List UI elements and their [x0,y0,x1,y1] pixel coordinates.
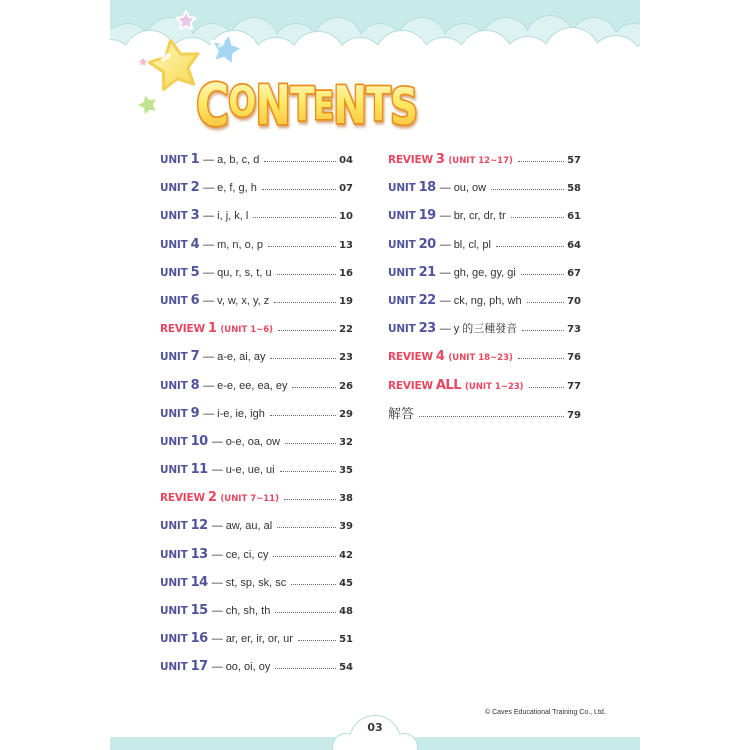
entry-page-number: 64 [567,239,581,251]
entry-label-number: ALL [435,377,461,393]
dot-leader [291,584,336,585]
entry-label-keyword: UNIT [160,576,188,589]
entry-unit-range: (UNIT 7~11) [220,494,279,505]
entry-unit-range: (UNIT 1~23) [465,381,524,392]
entry-page-number: 48 [339,606,353,617]
toc-entry-review-3 [388,146,581,174]
dot-leader [270,358,336,359]
title-letter: N [333,75,367,136]
toc-entry-unit-19 [388,202,581,230]
toc-entry-review-2 [160,484,353,512]
entry-label-keyword: UNIT [388,266,416,279]
dot-leader [511,217,564,218]
dot-leader [277,274,337,275]
entry-label-keyword: UNIT [160,294,188,307]
entry-topic: aw, au, al [225,520,273,533]
dot-leader [518,161,564,162]
entry-label-keyword: UNIT [388,323,416,336]
toc-entry-unit-20 [388,231,581,259]
entry-label-keyword: UNIT [160,605,188,617]
dot-leader [268,246,336,247]
dot-leader [278,330,336,331]
entry-label-number: 3 [435,152,445,167]
toc-right-column [388,146,581,428]
toc-entry-unit-17 [160,653,353,681]
entry-topic: o-e, oa, ow [225,435,281,448]
entry-topic: a-e, ai, ay [217,351,266,364]
entry-topic: v, w, x, y, z [217,294,270,307]
dot-leader [273,556,336,557]
entry-topic: ou, ow [453,182,487,195]
entry-label-number: 1 [190,152,200,167]
entry-label-number: 5 [190,264,200,280]
toc-entry-unit-2 [160,174,353,202]
entry-label-number: 7 [190,349,200,365]
page-title [196,73,417,140]
entry-dash: — [203,266,215,279]
entry-topic: oo, oi, oy [225,661,271,674]
entry-label-keyword: UNIT [160,520,188,533]
entry-topic: ch, sh, th [225,605,271,617]
entry-page-number: 29 [339,408,353,420]
toc-entry-unit-13 [160,541,353,569]
dot-leader [518,358,564,359]
entry-page-number: 26 [339,380,353,392]
toc-entry-unit-7 [160,343,353,371]
toc-entry-unit-14 [160,569,353,597]
dot-leader [277,527,336,528]
title-letter: C [196,72,229,140]
toc-entry-answers [388,400,581,428]
entry-label-number: 9 [190,405,200,421]
entry-dash: — [211,435,223,448]
entry-page-number: 38 [339,493,353,505]
entry-label-number: 6 [190,292,200,308]
entry-dash: — [439,182,451,195]
entry-label-number: 13 [190,546,208,562]
entry-page-number: 76 [567,352,581,364]
entry-topic: y 的三種發音 [453,323,518,336]
entry-dash: — [203,379,215,392]
entry-page-number: 61 [567,211,581,223]
entry-topic: e-e, ee, ea, ey [217,379,288,392]
entry-label-keyword: REVIEW [388,154,433,166]
entry-label-keyword: UNIT [160,661,188,674]
entry-dash: — [439,266,451,279]
entry-label-number: 10 [190,433,208,449]
entry-label-number: 1 [207,321,217,337]
toc-entry-review-1 [160,315,353,343]
toc-entry-unit-6 [160,287,353,315]
entry-dash: — [439,210,451,223]
dot-leader [280,471,336,472]
dot-leader [298,640,336,641]
entry-label-number: 14 [190,574,208,590]
entry-topic: ar, er, ir, or, ur [225,633,293,646]
entry-dash: — [203,294,215,307]
entry-topic: i-e, ie, igh [217,407,265,420]
entry-label-keyword: UNIT [160,351,188,364]
toc-entry-unit-15 [160,597,353,625]
entry-label-keyword: REVIEW [388,379,433,392]
dot-leader [491,189,564,190]
entry-topic: i, j, k, l [217,210,249,223]
entry-label-keyword: UNIT [160,266,188,279]
dot-leader [292,387,336,388]
entry-label-keyword: UNIT [388,238,416,251]
toc-entry-unit-23 [388,315,581,343]
entry-page-number: 22 [339,324,353,336]
entry-label-keyword: UNIT [160,548,188,561]
entry-label-number: 19 [418,208,436,224]
entry-topic: br, cr, dr, tr [453,210,506,223]
entry-topic: ce, ci, cy [225,548,269,561]
entry-label-keyword: UNIT [160,154,188,166]
entry-page-number: 39 [339,521,353,533]
entry-page-number: 77 [567,380,581,392]
entry-topic: e, f, g, h [217,182,257,195]
title-letter: S [389,77,418,137]
entry-label-keyword: UNIT [160,633,188,646]
entry-topic: ck, ng, ph, wh [453,294,522,307]
entry-label-keyword: UNIT [160,182,188,195]
entry-page-number: 79 [567,409,581,421]
entry-page-number: 35 [339,465,353,477]
page-number: 03 [367,721,383,734]
entry-label-number: 21 [418,264,436,280]
entry-page-number: 19 [339,295,353,307]
entry-dash: — [211,576,223,589]
toc-entry-unit-21 [388,259,581,287]
entry-page-number: 13 [339,239,353,251]
entry-label-keyword: UNIT [160,464,188,477]
dot-leader [522,330,564,331]
entry-label-keyword: UNIT [160,238,188,251]
entry-unit-range: (UNIT 12~17) [448,156,513,166]
entry-label-number: 20 [418,236,436,252]
entry-page-number: 16 [339,267,353,279]
entry-unit-range: (UNIT 1~6) [220,325,274,336]
dot-leader [274,302,336,303]
entry-page-number: 67 [567,267,581,279]
toc-left-column [160,146,353,682]
toc-entry-unit-18 [388,174,581,202]
title-letter: T [366,77,390,132]
toc-entry-unit-12 [160,512,353,540]
entry-page-number: 04 [339,155,353,166]
toc-entry-unit-11 [160,456,353,484]
entry-page-number: 58 [567,183,581,195]
entry-dash: — [211,661,223,674]
entry-label-number: 15 [190,603,208,618]
dot-leader [275,668,336,669]
dot-leader [275,612,336,613]
entry-label-keyword: REVIEW [388,351,433,364]
entry-dash: — [211,464,223,477]
entry-topic: bl, cl, pl [453,238,491,251]
dot-leader [284,499,336,500]
entry-label-number: 2 [207,490,217,506]
dot-leader [527,302,565,303]
entry-topic: st, sp, sk, sc [225,576,287,589]
entry-dash: — [203,182,215,195]
entry-label-number: 16 [190,631,208,647]
entry-page-number: 57 [567,155,581,166]
entry-label-number: 23 [418,321,436,337]
entry-label-number: 3 [190,208,200,224]
entry-label-number: 4 [190,236,200,252]
toc-entry-unit-10 [160,428,353,456]
dot-leader [521,274,564,275]
entry-topic: m, n, o, p [217,238,263,251]
entry-topic: u-e, ue, ui [225,464,275,477]
green-star-icon [136,94,158,117]
toc-entry-unit-3 [160,202,353,230]
dot-leader [529,387,565,388]
entry-dash: — [203,351,215,364]
entry-label-keyword: REVIEW [160,492,205,505]
entry-page-number: 10 [339,211,353,223]
entry-dash: — [211,520,223,533]
dot-leader [253,217,336,218]
entry-dash: — [203,210,215,223]
entry-label-keyword: REVIEW [160,323,205,336]
toc-entry-review-4 [388,343,581,371]
entry-dash: — [439,323,451,336]
entry-label-number: 4 [435,349,445,365]
title-letter: T [289,77,314,132]
entry-page-number: 07 [339,183,353,195]
entry-dash: — [203,154,215,166]
entry-label-number: 22 [418,292,436,308]
dot-leader [285,443,336,444]
entry-dash: — [439,238,451,251]
entry-label-keyword: UNIT [388,182,416,195]
entry-page-number: 73 [567,324,581,336]
dot-leader [419,416,564,417]
entry-label-keyword: UNIT [388,294,416,307]
entry-page-number: 23 [339,352,353,364]
entry-topic: gh, ge, gy, gi [453,266,516,279]
entry-dash: — [211,633,223,646]
entry-page-number: 45 [339,577,353,589]
entry-label-number: 11 [190,462,208,478]
toc-entry-unit-4 [160,231,353,259]
entry-label-keyword: UNIT [388,210,416,223]
entry-label-number: 2 [190,180,200,196]
entry-label-number: 18 [418,180,436,196]
toc-entry-unit-8 [160,372,353,400]
entry-label-keyword: UNIT [160,210,188,223]
toc-entry-unit-22 [388,287,581,315]
dot-leader [262,189,336,190]
entry-dash: — [203,238,215,251]
dot-leader [496,246,564,247]
entry-dash: — [211,605,223,617]
toc-entry-unit-16 [160,625,353,653]
toc-entry-unit-5 [160,259,353,287]
entry-topic: qu, r, s, t, u [217,266,272,279]
entry-dash: — [211,548,223,561]
title-letter: N [255,74,290,138]
entry-page-number: 54 [339,662,353,674]
entry-dash: — [439,294,451,307]
entry-page-number: 42 [339,549,353,561]
entry-label-number: 12 [190,518,208,534]
entry-label-number: 8 [190,377,200,393]
toc-entry-unit-1 [160,146,353,174]
dot-leader [264,161,336,162]
toc-entry-review-all [388,372,581,400]
title-letter: O [228,76,256,127]
title-letter: E [313,84,334,130]
entry-page-number: 51 [339,634,353,646]
entry-label-number: 17 [190,659,208,675]
entry-unit-range: (UNIT 18~23) [448,353,513,364]
entry-page-number: 32 [339,436,353,448]
toc-entry-unit-9 [160,400,353,428]
dot-leader [270,415,336,416]
entry-label-keyword: UNIT [160,435,188,448]
entry-label-keyword: UNIT [160,407,188,420]
entry-title: 解答 [388,405,415,421]
entry-label-keyword: UNIT [160,379,188,392]
copyright-notice: © Caves Educational Training Co., Ltd. [485,709,606,716]
entry-topic: a, b, c, d [217,154,260,166]
entry-dash: — [203,407,215,420]
entry-page-number: 70 [567,295,581,307]
